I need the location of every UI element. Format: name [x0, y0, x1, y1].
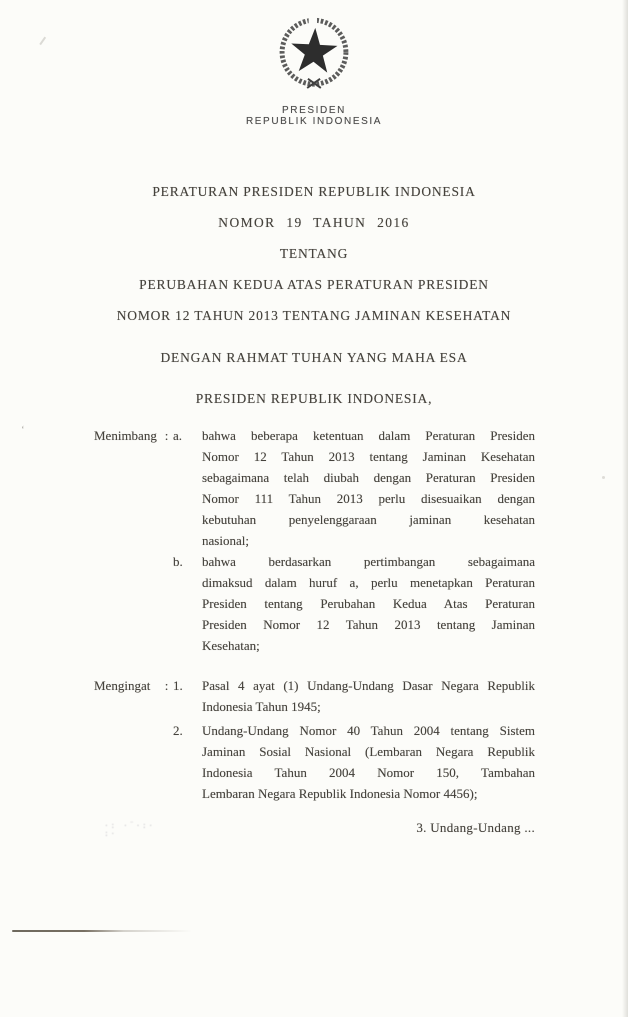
seal-star-icon [290, 27, 338, 73]
letterhead [0, 105, 628, 127]
mengingat-label: Mengingat [94, 678, 151, 693]
subject-line-1: PERUBAHAN KEDUA ATAS PERATURAN PRESIDEN [139, 277, 489, 292]
scan-speck [39, 37, 45, 45]
body-line: bahwa berdasarkan pertimbangan sebagaimana [202, 554, 535, 569]
scan-edge-shadow [622, 0, 628, 1017]
letterhead-line1: PRESIDEN [282, 105, 346, 116]
body-line: nasional; [202, 533, 249, 548]
seal-wreath-gap [309, 15, 317, 24]
mengingat-item-2 [202, 720, 535, 804]
mengingat-section [94, 675, 535, 804]
body-line: bahwa beberapa ketentuan dalam Peraturan Presiden [202, 428, 535, 443]
menimbang-label: Menimbang [94, 428, 157, 443]
tentang-line: TENTANG [279, 246, 349, 261]
subject-line-2: NOMOR 12 TAHUN 2013 TENTANG JAMINAN KESEHATAN [116, 308, 512, 323]
scan-speck: ‘ [21, 424, 25, 436]
catchword: 3. Undang-Undang ... [416, 820, 535, 835]
scan-rule-artifact [12, 930, 192, 932]
body-line: Kesehatan; [202, 638, 260, 653]
item-marker: b. [173, 554, 183, 569]
body-line: Indonesia Tahun 2004 Nomor 150, Tambahan [202, 765, 535, 780]
body-line: Undang-Undang Nomor 40 Tahun 2004 tentang Sistem [202, 723, 535, 738]
mengingat-item-1 [202, 675, 535, 717]
invocation-line: DENGAN RAHMAT TUHAN YANG MAHA ESA [160, 350, 468, 365]
presidential-seal-icon [276, 12, 352, 97]
faded-stamp: ·: ·¨·:· :· [104, 821, 155, 838]
body-line: Indonesia Tahun 1945; [202, 699, 321, 714]
document-body [94, 425, 535, 804]
body-line: Presiden Nomor 12 Tahun 2013 tentang Jaminan [202, 617, 535, 632]
body-line: dimaksud dalam huruf a, perlu menetapkan Peraturan [202, 575, 535, 590]
menimbang-item-b [202, 551, 535, 656]
regulation-title-line: PERATURAN PRESIDEN REPUBLIK INDONESIA [152, 184, 476, 199]
body-line: Nomor 111 Tahun 2013 perlu disesuaikan dengan [202, 491, 535, 506]
body-line: Pasal 4 ayat (1) Undang-Undang Dasar Negara Republik [202, 678, 535, 693]
body-line: sebagaimana telah diubah dengan Peraturan Presiden [202, 470, 535, 485]
menimbang-item-a [202, 425, 535, 551]
scan-speck [602, 476, 605, 479]
item-marker: 2. [173, 723, 183, 738]
body-line: kebutuhan penyelenggaraan jaminan kesehatan [202, 512, 535, 527]
mengingat-colon: : [164, 678, 169, 693]
item-marker: 1. [173, 678, 183, 693]
body-line: Presiden tentang Perubahan Kedua Atas Peraturan [202, 596, 535, 611]
menimbang-section [94, 425, 535, 656]
item-marker: a. [173, 428, 183, 443]
regulation-number-line: NOMOR 19 TAHUN 2016 [218, 215, 410, 230]
body-line: Jaminan Sosial Nasional (Lembaran Negara Republik [202, 744, 535, 759]
body-line: Lembaran Negara Republik Indonesia Nomor 4456); [202, 786, 478, 801]
letterhead-line2: REPUBLIK INDONESIA [245, 116, 383, 127]
authority-line: PRESIDEN REPUBLIK INDONESIA, [195, 391, 433, 406]
body-line: Nomor 12 Tahun 2013 tentang Jaminan Kesehatan [202, 449, 535, 464]
title-block [0, 176, 628, 414]
menimbang-colon: : [164, 428, 169, 443]
